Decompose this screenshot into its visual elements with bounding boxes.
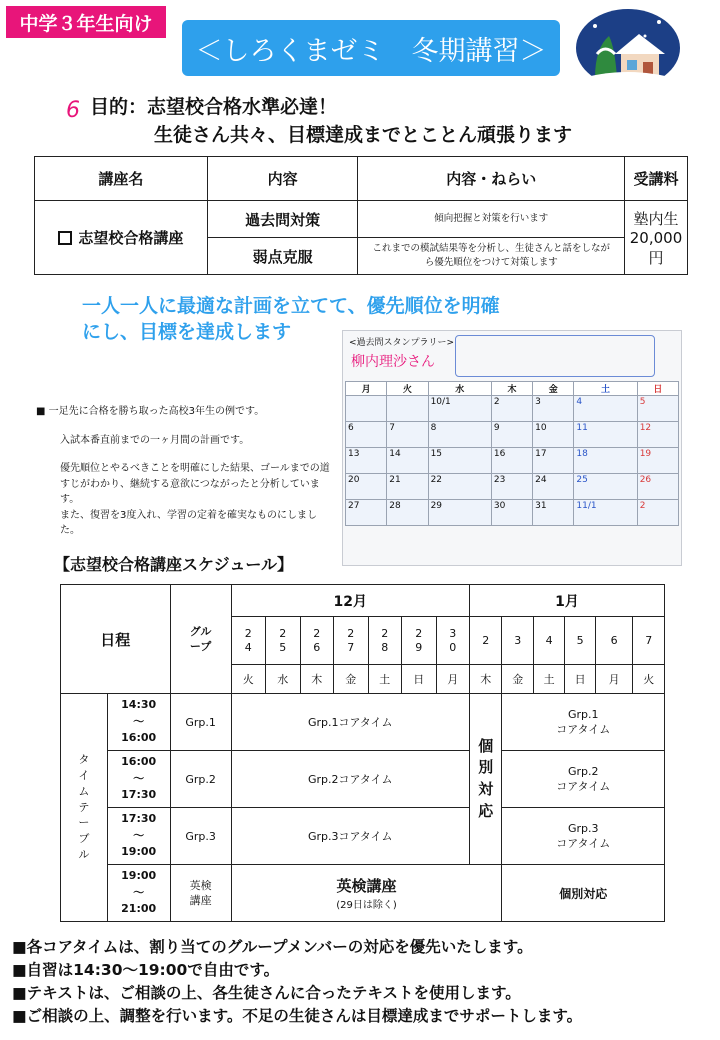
time-tilde: 〜 [133,828,145,842]
month-jan: 1月 [469,585,664,617]
slogan-line-1: 一人一人に最適な計画を立てて、優先順位を明確 [82,295,500,317]
cal-day: 6 [346,422,387,448]
cal-day: 2 [491,396,532,422]
cal-day: 11 [574,422,637,448]
course-name-cell [35,201,208,275]
date-digits: 27 [347,626,355,654]
cal-weekday: 金 [533,382,574,396]
weekday-cell: 月 [595,665,633,694]
cal-day: 20 [346,474,387,500]
time-tilde: 〜 [133,885,145,899]
cal-weekday: 日 [637,382,678,396]
weekday-cell: 火 [231,665,266,694]
cal-day [346,396,387,422]
note-item: ■自習は14:30〜19:00で自由です。 [12,960,280,979]
notes [12,936,712,1028]
cal-day: 26 [637,474,678,500]
group-cell: Grp.3 [170,808,231,865]
cal-day: 24 [533,474,574,500]
weekday-cell: 水 [266,665,301,694]
header-course: 講座名 [35,157,208,201]
title-banner: ＜しろくまゼミ 冬期講習＞ [182,20,560,76]
date-digits: 24 [244,626,252,654]
number-icon: 6 [66,98,80,123]
core-time-jan-cell [502,694,665,751]
example-p2: 入試本番直前までの一ヶ月間の計画です。 [60,434,250,446]
date-cell [334,617,369,665]
date-digits: 26 [313,626,321,654]
cal-day [387,396,428,422]
core-time-cell: Grp.3コアタイム [231,808,469,865]
time-tilde: 〜 [133,714,145,728]
grade-tag: 中学３年生向け [6,6,166,38]
eiken-label: 英検講座 [336,877,397,895]
time-end: 17:30 [121,788,157,802]
date-digits: 25 [279,626,287,654]
time-tilde: 〜 [133,771,145,785]
core-group: Grp.1 [567,707,599,721]
schedule-table [60,584,665,922]
cal-day: 16 [491,448,532,474]
date-cell [368,617,401,665]
photo-title: <過去問スタンプラリー> [349,338,455,348]
time-cell [107,865,170,922]
cal-day: 22 [428,474,491,500]
core-time-cell: Grp.2コアタイム [231,751,469,808]
date-cell [300,617,333,665]
purpose-line-1: 目的：志望校合格水準必達！ [90,96,338,118]
label-days: 日程 [61,585,171,694]
cal-day: 30 [491,500,532,526]
weekday-cell: 月 [436,665,469,694]
content-cell: 弱点克服 [207,238,358,275]
cal-day: 5 [637,396,678,422]
content-cell: 過去問対策 [207,201,358,238]
note-item: ■各コアタイムは、割り当てのグループメンバーの対応を優先いたします。 [12,938,533,956]
timetable-label: タイムテーブル [78,752,90,862]
fee-value: 20,000円 [629,228,683,267]
cal-weekday: 火 [387,382,428,396]
date-cell: 7 [633,617,665,665]
time-cell [107,808,170,865]
group-cell: Grp.1 [170,694,231,751]
weekday-cell: 木 [300,665,333,694]
individual-jan-cell: 個別対応 [502,865,665,922]
cal-day: 14 [387,448,428,474]
calendar-photo [342,330,682,566]
cal-weekday: 木 [491,382,532,396]
example-p4: また、復習を3度入れ、学習の定着を確実なものにしました。 [60,509,317,536]
date-cell: 2 [469,617,501,665]
cal-day: 3 [533,396,574,422]
weekday-cell: 木 [469,665,501,694]
example-p3: 優先順位とやるべきことを明確にした結果、ゴールまでの道すじがわかり、継続する意欲につながったと分析しています。 [60,463,330,505]
time-cell [107,694,170,751]
aim-cell: 傾向把握と対策を行います [358,201,625,238]
cal-day: 7 [387,422,428,448]
weekday-cell: 火 [633,665,665,694]
eiken-cell [231,865,502,922]
group-cell: 英検講座 [170,865,231,922]
header-content: 内容 [207,157,358,201]
photo-calendar [345,381,679,526]
example-p1: ■ 一足先に合格を勝ち取った高校3年生の例です。 [36,406,265,417]
date-cell: 4 [533,617,564,665]
core-label: コアタイム [556,779,611,793]
cal-day: 31 [533,500,574,526]
cal-day: 4 [574,396,637,422]
time-start: 16:00 [121,755,157,769]
course-table [34,156,688,275]
individual-cell [469,694,501,865]
date-cell [231,617,266,665]
time-end: 19:00 [121,845,157,859]
header-aim: 内容・ねらい [358,157,625,201]
core-time-jan-cell [502,808,665,865]
weekday-cell: 日 [565,665,595,694]
time-end: 16:00 [121,731,157,745]
photo-note-box [455,335,655,377]
core-group: Grp.3 [567,821,599,835]
cal-day: 21 [387,474,428,500]
cal-day: 2 [637,500,678,526]
date-cell: 3 [502,617,533,665]
cal-day: 12 [637,422,678,448]
cal-day: 28 [387,500,428,526]
time-start: 17:30 [121,812,157,826]
weekday-cell: 土 [368,665,401,694]
date-cell [266,617,301,665]
purpose-line-2: 生徒さん共々、目標達成までとことん頑張ります [154,124,573,146]
photo-student-name: 柳内理沙さん [351,354,435,370]
cal-day: 23 [491,474,532,500]
slogan-line-2: にし、目標を達成します [82,320,292,343]
date-digits: 29 [415,626,423,654]
cal-day: 29 [428,500,491,526]
cal-day: 15 [428,448,491,474]
note-item: ■ご相談の上、調整を行います。不足の生徒さんは目標達成までサポートします。 [12,1006,583,1025]
cal-weekday: 月 [346,382,387,396]
date-cell: 6 [595,617,633,665]
cal-day: 18 [574,448,637,474]
cal-day: 25 [574,474,637,500]
timetable-label-cell [61,694,108,922]
core-time-jan-cell [502,751,665,808]
date-cell [436,617,469,665]
cal-day: 27 [346,500,387,526]
individual-text: 個別対応 [478,736,494,820]
cal-weekday: 水 [428,382,491,396]
core-label: コアタイム [556,722,611,736]
cal-day: 17 [533,448,574,474]
cal-day: 8 [428,422,491,448]
time-cell [107,751,170,808]
core-group: Grp.2 [567,764,599,778]
cal-day: 13 [346,448,387,474]
fee-label: 塾内生 [633,209,679,228]
time-start: 19:00 [121,869,157,883]
example-text [36,404,336,552]
fee-cell [625,201,688,275]
aim-cell: これまでの模試結果等を分析し、生徒さんと話をしながら優先順位をつけて対策します [358,238,625,275]
cal-day: 19 [637,448,678,474]
cal-day: 11/1 [574,500,637,526]
date-cell: 5 [565,617,595,665]
date-cell [402,617,437,665]
course-name: 志望校合格講座 [78,229,184,247]
weekday-cell: 土 [533,665,564,694]
cal-weekday: 土 [574,382,637,396]
time-start: 14:30 [121,698,157,712]
label-group: グループ [170,585,231,694]
schedule-title: 【志望校合格講座スケジュール】 [54,555,294,574]
cal-day: 10/1 [428,396,491,422]
date-digits: 30 [449,626,457,654]
weekday-cell: 金 [502,665,533,694]
cal-day: 10 [533,422,574,448]
month-dec: 12月 [231,585,469,617]
header-fee: 受講料 [625,157,688,201]
group-cell: Grp.2 [170,751,231,808]
note-item: ■テキストは、ご相談の上、各生徒さんに合ったテキストを使用します。 [12,983,521,1002]
core-time-cell: Grp.1コアタイム [231,694,469,751]
checkbox-icon[interactable] [58,231,72,245]
date-digits: 28 [381,626,389,654]
eiken-note: (29日は除く) [336,900,397,911]
cal-day: 9 [491,422,532,448]
weekday-cell: 金 [334,665,369,694]
core-label: コアタイム [556,836,611,850]
time-end: 21:00 [121,902,157,916]
weekday-cell: 日 [402,665,437,694]
snow-house-icon [575,8,681,88]
